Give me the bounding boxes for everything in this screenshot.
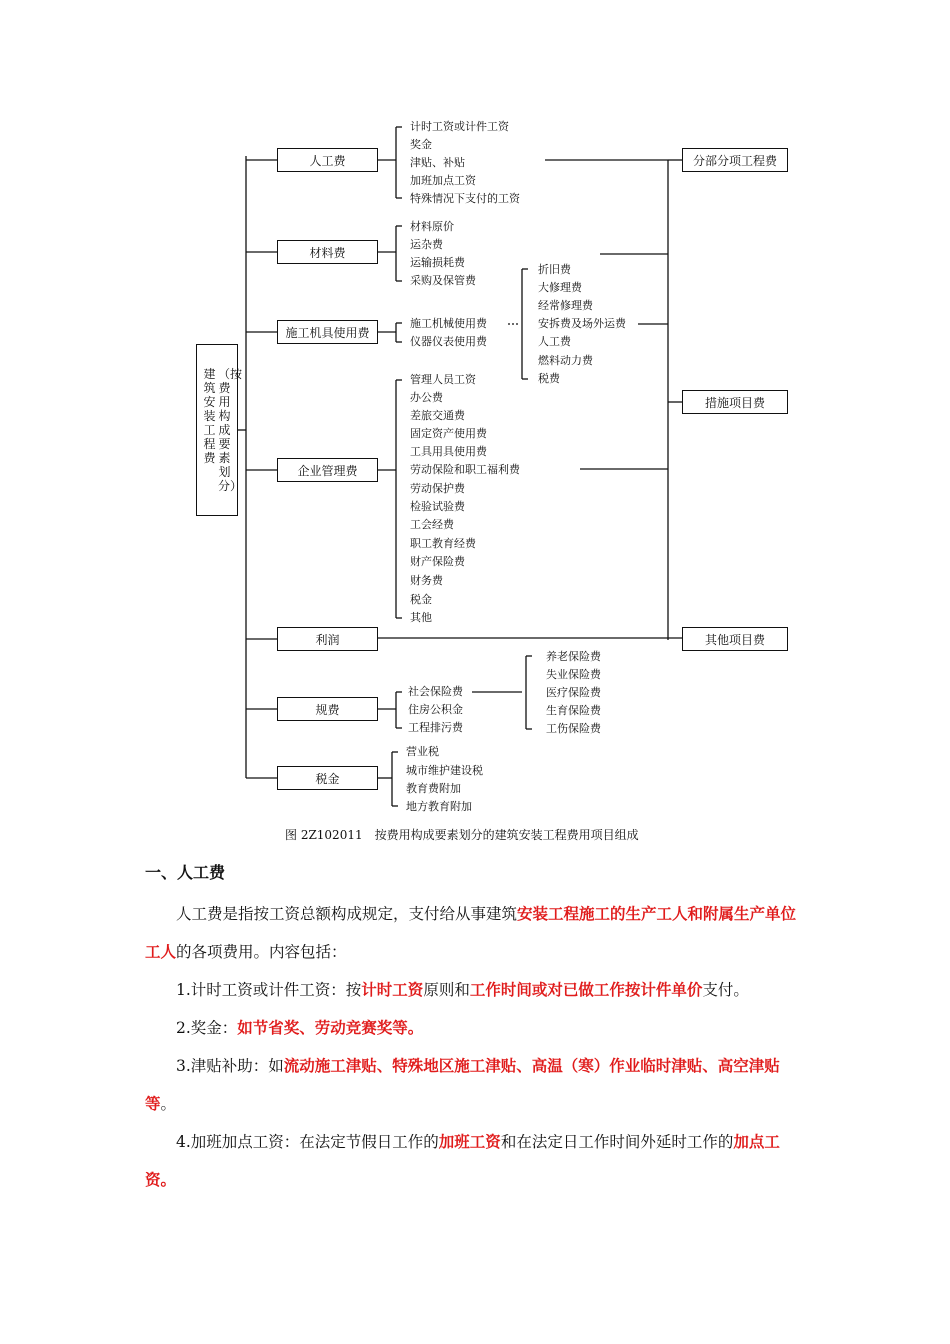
insurance-item: 工伤保险费 bbox=[546, 722, 601, 735]
mgmt-item: 财务费 bbox=[410, 574, 443, 587]
root-label: 建筑安装工程费 bbox=[203, 367, 216, 465]
insurance-item: 生育保险费 bbox=[546, 704, 601, 717]
text-run: 和在法定日工作时间外延时工作的 bbox=[500, 1133, 734, 1151]
highlight-text: 流动施工津贴、特殊地区施工津贴、高温（寒）作业临时津贴、高空津贴等 bbox=[145, 1057, 780, 1113]
material-item: 运杂费 bbox=[410, 238, 443, 251]
category-machine: 施工机具使用费 bbox=[277, 320, 378, 344]
labor-item: 奖金 bbox=[410, 138, 432, 151]
paragraph-item-2 bbox=[145, 1009, 805, 1047]
labor-item: 特殊情况下支付的工资 bbox=[410, 192, 520, 205]
machine-sub-item: 人工费 bbox=[538, 335, 571, 348]
root-label-note: （按费用构成要素划分） bbox=[218, 367, 243, 493]
machine-item: 仪器仪表使用费 bbox=[410, 335, 487, 348]
category-management: 企业管理费 bbox=[277, 458, 378, 482]
machine-sub-item: 大修理费 bbox=[538, 281, 582, 294]
mgmt-item: 工会经费 bbox=[410, 518, 454, 531]
paragraph-intro bbox=[145, 895, 805, 971]
highlight-text: 安装工程施工的生产工人和附属生产单位工人 bbox=[145, 905, 797, 961]
category-labor: 人工费 bbox=[277, 148, 378, 172]
right-box-subdivision: 分部分项工程费 bbox=[682, 148, 788, 172]
right-box-other: 其他项目费 bbox=[682, 627, 788, 651]
material-item: 材料原价 bbox=[410, 220, 454, 233]
text-run: 4.加班加点工资：在法定节假日工作的 bbox=[176, 1133, 439, 1151]
labor-item: 计时工资或计件工资 bbox=[410, 120, 509, 133]
insurance-item: 养老保险费 bbox=[546, 650, 601, 663]
category-material: 材料费 bbox=[277, 240, 378, 264]
tax-item: 城市维护建设税 bbox=[406, 764, 483, 777]
text-run: 。 bbox=[160, 1095, 177, 1113]
material-item: 采购及保管费 bbox=[410, 274, 476, 287]
machine-sub-item: 安拆费及场外运费 bbox=[538, 317, 626, 330]
category-fees: 规费 bbox=[277, 697, 378, 721]
tax-item: 教育费附加 bbox=[406, 782, 461, 795]
machine-sub-item: 折旧费 bbox=[538, 263, 571, 276]
mgmt-item: 职工教育经费 bbox=[410, 537, 476, 550]
highlight-text: 如节省奖、劳动竞赛奖等。 bbox=[237, 1019, 424, 1037]
insurance-item: 失业保险费 bbox=[546, 668, 601, 681]
fee-item: 住房公积金 bbox=[408, 703, 463, 716]
paragraph-item-1 bbox=[145, 971, 805, 1009]
text-run: 2.奖金： bbox=[176, 1019, 238, 1037]
paragraph-item-3 bbox=[145, 1047, 805, 1123]
highlight-text: 工作时间或对已做工作按计件单价 bbox=[469, 981, 703, 999]
machine-sub-item: 经常修理费 bbox=[538, 299, 593, 312]
highlight-text: 加班工资 bbox=[438, 1133, 501, 1151]
labor-item: 津贴、补贴 bbox=[410, 156, 465, 169]
text-run: 的各项费用。内容包括： bbox=[176, 943, 347, 961]
tax-item: 地方教育附加 bbox=[406, 800, 472, 813]
article-body bbox=[145, 860, 805, 1199]
machine-sub-item: 税费 bbox=[538, 372, 560, 385]
highlight-text: 计时工资 bbox=[361, 981, 424, 999]
machine-sub-item: 燃料动力费 bbox=[538, 354, 593, 367]
mgmt-item: 差旅交通费 bbox=[410, 409, 465, 422]
labor-item: 加班加点工资 bbox=[410, 174, 476, 187]
category-tax: 税金 bbox=[277, 766, 378, 790]
highlight-text: 加点工资。 bbox=[145, 1133, 780, 1189]
right-box-measures: 措施项目费 bbox=[682, 390, 788, 414]
mgmt-item: 管理人员工资 bbox=[410, 373, 476, 386]
mgmt-item: 税金 bbox=[410, 593, 432, 606]
text-run: 人工费是指按工资总额构成规定，支付给从事建筑 bbox=[176, 905, 518, 923]
mgmt-item: 其他 bbox=[410, 611, 432, 624]
figure-caption: 图 2Z102011 按费用构成要素划分的建筑安装工程费用项目组成 bbox=[285, 828, 639, 842]
text-run: 1.计时工资或计件工资：按 bbox=[176, 981, 362, 999]
paragraph-item-4 bbox=[145, 1123, 805, 1199]
text-run: 支付。 bbox=[702, 981, 749, 999]
category-profit: 利润 bbox=[277, 627, 378, 651]
mgmt-item: 工具用具使用费 bbox=[410, 445, 487, 458]
mgmt-item: 财产保险费 bbox=[410, 555, 465, 568]
mgmt-item: 检验试验费 bbox=[410, 500, 465, 513]
mgmt-item: 劳动保护费 bbox=[410, 482, 465, 495]
section-heading: 一、人工费 bbox=[145, 863, 226, 882]
material-item: 运输损耗费 bbox=[410, 256, 465, 269]
machine-item: 施工机械使用费 bbox=[410, 317, 487, 330]
insurance-item: 医疗保险费 bbox=[546, 686, 601, 699]
root-box bbox=[196, 344, 243, 516]
fee-item: 工程排污费 bbox=[408, 721, 463, 734]
mgmt-item: 劳动保险和职工福利费 bbox=[410, 463, 520, 476]
fee-item: 社会保险费 bbox=[408, 685, 463, 698]
text-run: 原则和 bbox=[423, 981, 470, 999]
text-run: 3.津贴补助：如 bbox=[176, 1057, 284, 1075]
mgmt-item: 固定资产使用费 bbox=[410, 427, 487, 440]
tax-item: 营业税 bbox=[406, 745, 439, 758]
mgmt-item: 办公费 bbox=[410, 391, 443, 404]
